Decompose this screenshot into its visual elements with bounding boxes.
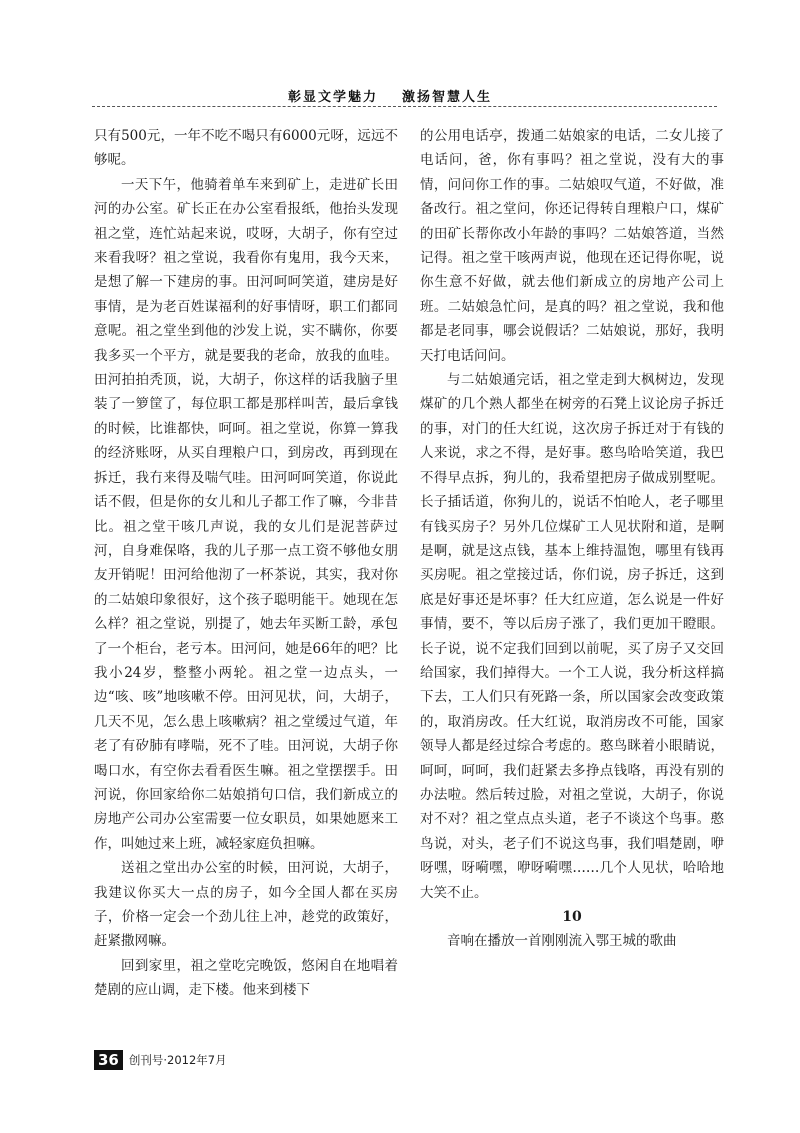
page-footer <box>94 1050 227 1070</box>
page-number: 36 <box>94 1050 123 1070</box>
left-text-column <box>94 124 398 1003</box>
paragraph: 一天下午，他骑着单车来到矿上，走进矿长田河的办公室。矿长正在办公室看报纸，他抬头发现祖之堂，连忙站起来说，哎呀，大胡子，你有空过来看我呀？祖之堂说，我看你有鬼用，我今天来，是想了解一下建房的事。田河呵呵笑道，建房是好事情，是为老百姓谋福利的好事情呀，职工们都同意呢。祖之堂坐到他的沙发上说，实不瞒你，你要我多买一个平方，就是要我的老命，放我的血哇。田河拍拍秃顶，说，大胡子，你这样的话我脑子里装了一箩筐了，每位职工都是那样叫苦，最后拿钱的时候，比谁都快，呵呵。祖之堂说，你算一算我的经济账呀，从买自理粮户口，到房改，再到现在拆迁，我冇来得及喘气哇。田河呵呵笑道，你说此话不假，但是你的女儿和儿子都工作了嘛，今非昔比。祖之堂干咳几声说，我的女儿们是泥菩萨过河，自身难保咯，我的儿子那一点工资不够他女朋友开销呢！田河给他沏了一杯茶说，其实，我对你的二姑娘印象很好，这个孩子聪明能干。她现在怎么样？祖之堂说，别提了，她去年买断工龄，承包了一个柜台，老亏本。田河问，她是66年的吧？比我小24岁，整整小两轮。祖之堂一边点头，一边“咳、咳”地咳嗽不停。田河见状，问，大胡子，几天不见，怎么患上咳嗽病？祖之堂缓过气道，年老了有矽肺有哮喘，死不了哇。田河说，大胡子你喝口水，有空你去看看医生嘛。祖之堂摆摆手。田河说，你回家给你二姑娘捎句口信，我们新成立的房地产公司办公室需要一位女职员，如果她愿来工作，叫她过来上班，减轻家庭负担嘛。 <box>94 176 398 852</box>
section-number: 10 <box>562 909 582 925</box>
paragraph: 音响在播放一首刚刚流入鄂王城的歌曲 <box>447 933 677 950</box>
paragraph: 只有500元，一年不吃不喝只有6000元呀，远远不够呢。 <box>94 128 398 169</box>
paragraph: 的公用电话亭，拨通二姑娘家的电话，二女儿接了电话问，爸，你有事吗？祖之堂说，没有大的事情，问问你工作的事。二姑娘叹气道，不好做，准备改行。祖之堂问，你还记得转自理粮户口，煤矿的田矿长帮你改小年龄的事吗？二姑娘答道，当然记得。祖之堂干咳两声说，他现在还记得你呢，说你生意不好做，就去他们新成立的房地产公司上班。二姑娘急忙问，是真的吗？祖之堂说，我和他都是老同事，哪会说假话？二姑娘说，那好，我明天打电话问问。 <box>420 128 724 364</box>
paragraph: 回到家里，祖之堂吃完晚饭，悠闲自在地唱着楚剧的应山调，走下楼。他来到楼下 <box>94 957 398 999</box>
header-slogan-right: 激扬智慧人生 <box>402 90 493 105</box>
right-text-column <box>420 124 724 954</box>
header-slogan-left: 彰显文学魅力 <box>288 90 379 105</box>
running-header <box>288 86 558 105</box>
paragraph: 送祖之堂出办公室的时候，田河说，大胡子，我建议你买大一点的房子，如今全国人都在买房子，价格一定会一个劲儿往上冲，趁党的政策好，赶紧撒网嘛。 <box>94 860 398 950</box>
header-divider <box>92 106 717 107</box>
issue-info: 创刊号·2012年7月 <box>128 1053 227 1067</box>
paragraph: 与二姑娘通完话，祖之堂走到大枫树边，发现煤矿的几个熟人都坐在树旁的石凳上议论房子拆迁的事，对门的任大红说，这次房子拆迁对于有钱的人来说，求之不得，是好事。憨鸟哈哈笑道，我巴不得早点拆，狗儿的，我希望把房子做成别墅呢。长子插话道，你狗儿的，说话不怕呛人，老子哪里有钱买房子？另外几位煤矿工人见状附和道，是啊是啊，就是这点钱，基本上维持温饱，哪里有钱再买房呢。祖之堂接过话，你们说，房子拆迁，这到底是好事还是坏事？任大红应道，怎么说是一件好事情，要不，等以后房子涨了，我们更加干瞪眼。长子说，说不定我们回到以前呢，买了房子又交回给国家，我们掉得大。一个工人说，我分析这样搞下去，工人们只有死路一条，所以国家会改变政策的，取消房改。任大红说，取消房改不可能，国家领导人都是经过综合考虑的。憨鸟眯着小眼睛说，呵呵，呵呵，我们赶紧去多挣点钱咯，再没有别的办法啦。然后转过脸，对祖之堂说，大胡子，你说对不对？祖之堂点点头道，老子不谈这个鸟事。憨鸟说，对头，老子们不说这鸟事，我们唱楚剧，咿呀嘿，呀嗬嘿，咿呀嗬嘿……几个人见状，哈哈地大笑不止。 <box>420 372 724 901</box>
